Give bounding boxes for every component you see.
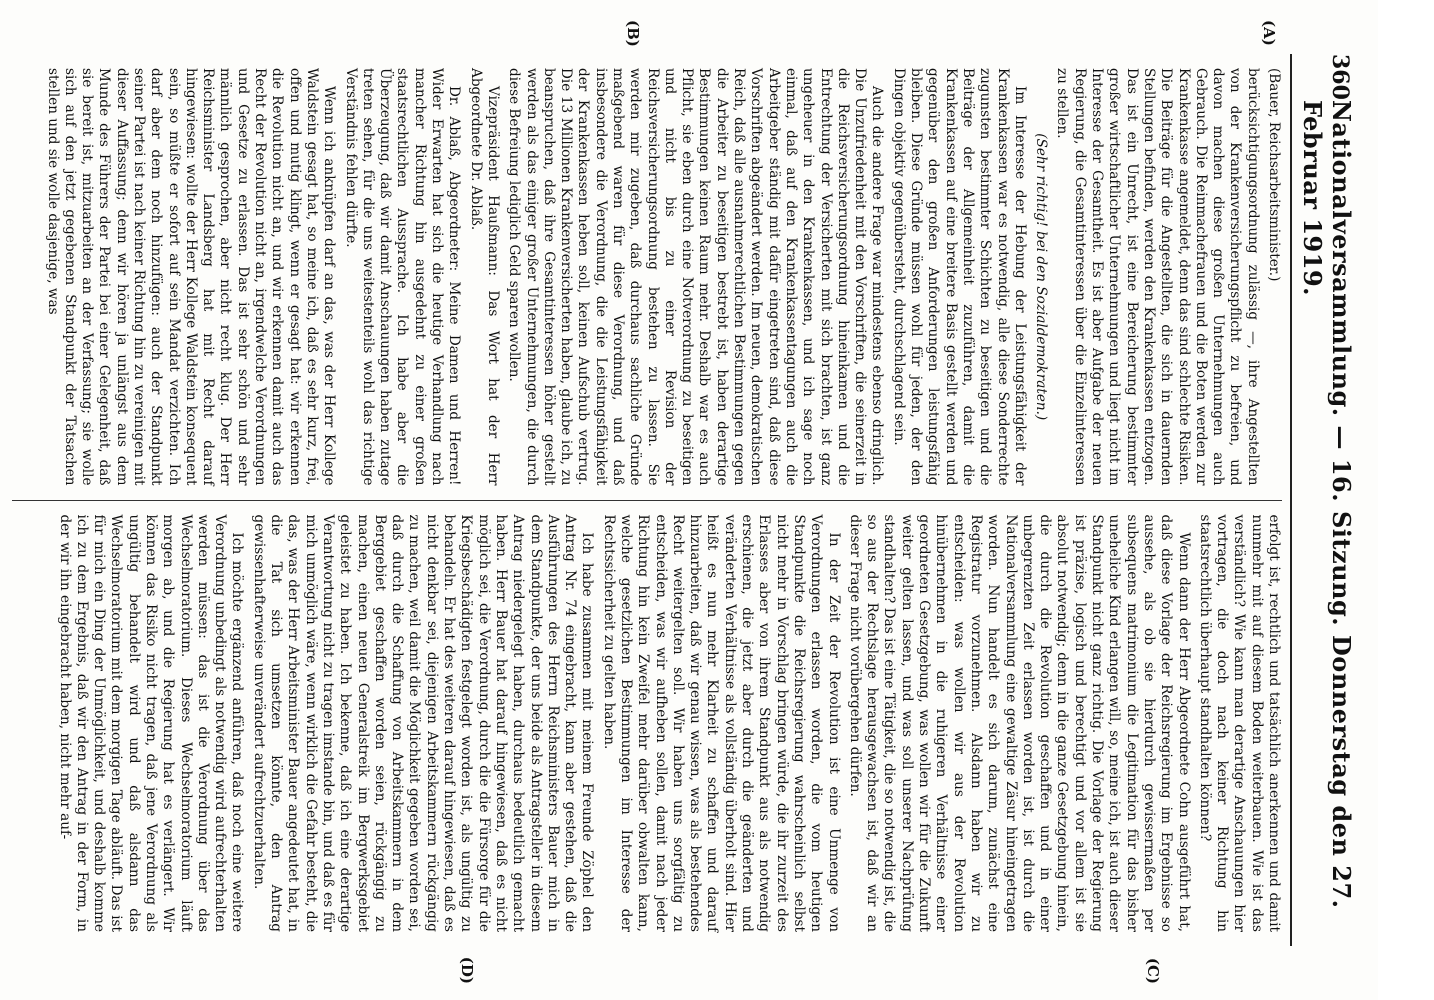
paragraph: berücksichtigungsordnung zulässig —, ihre Angestellten von der Krankenversicherungspflicht zu befreien, und davon machen diese großen Unternehmungen auch Gebrauch. Die Reinmachefrauen und die Boten werden zur Krankenkasse angemeldet, denn das sind schlechte Risiken. Die Beiträge für die Angestellten, die sich in dauernden Stellungen befinden, werden den Krankenkassen entzogen. Das ist ein Unrecht, ist eine Bereicherung bestimmter großer wirtschaftlicher Unternehmungen und liegt nicht im Interesse der Gesamtheit. Es ist aber Aufgabe der neuen Regierung, die Gesamtinteressen über die Einzelinteressen zu stellen.: [1054, 68, 1261, 486]
margin-marker-d: (D): [458, 956, 476, 984]
paragraph: Dr. Ablaß, Abgeordneter: Meine Damen und Herren! Wider Erwarten hat sich die heutige Verhandlung nach mancher Richtung hin ausgedehnt zu einer großen staatsrechtlichen Aussprache. Ich habe aber die Überzeugung, daß wir damit Anschauungen haben zutage treten sehen, für die uns weitestenteils wohl das richtige Verständnis fehlen dürfte.: [342, 68, 463, 486]
paragraph: Wenn ich anknüpfen darf an das, was der Herr Kollege Waldstein gesagt hat, so meine ich, daß es sehr kurz, frei, offen und mutig klingt, wenn er gesagt hat: wir erkennen die Revolution nicht an, und wir erkennen damit auch das Recht der Revolution nicht an, irgendwelche Verordnungen und Gesetze zu erlassen. Das ist sehr schön und sehr männlich gesprochen, aber nicht recht klug. Der Herr Reichsminister Landsberg hat mit Recht darauf hingewiesen: wollte der Herr Kollege Waldstein konsequent sein, so müßte er sofort auf sein Mandat verzichten. Ich darf aber dem noch hinzufügen: auch der Standpunkt seiner Partei ist nach keiner Richtung hin zu vereinigen mit dieser Auffassung; denn wir hören ja unlängst aus dem Munde des Führers der Partei bei einer Gelegenheit, daß sie bereit ist, mitzuarbeiten an der Verfassung; sie wolle sich auf den jetzt gegebenen Standpunkt der Tatsachen stellen und sie wolle dasjenige, was: [44, 68, 338, 486]
right-column: [12, 501, 1282, 984]
margin-marker-a: (A): [1260, 20, 1278, 46]
interjection: (Sehr richtig! bei den Sozialdemokraten.): [1033, 133, 1050, 421]
paragraph: Ich habe zusammen mit meinem Freunde Zöphel den Antrag Nr. 74 eingebracht, kann aber gestehen, daß die Ausführungen des Herrn Reichsministers Bauer mich in dem Standpunkte, der uns beide als Antragsteller in diesem Antrag niedergelegt haben, durchaus bedeutlich gemacht haben. Herr Bauer hat darauf hingewiesen, daß es nicht möglich sei, die Verordnung, durch die die Fürsorge für die Kriegsbeschädigten festgelegt worden ist, als ungültig zu behandeln. Er hat des weiteren darauf hingewiesen, daß es nicht denkbar sei, diejenigen Arbeitskammern rückgängig zu machen, weil damit die Möglichkeit gegeben worden sei, daß durch die Schaffung von Arbeitskammern in dem Berggebiet geschaffen worden seien, rückgängig zu machen, einen neuen Generalstreik im Bergwerksgebiet geleistet zu haben. Ich bekenne, daß ich eine derartige Verantwortung nicht zu tragen imstande bin, und daß es für mich unmöglich wäre, wenn wirklich die Gefahr besteht, die das, was der Herr Arbeitsminister Bauer angedeutet hat, in die Tat sich umsetzen könnte, den Antrag gewissenhafterweise unverändert aufrechtzuerhalten.: [250, 514, 596, 932]
margin-marker-c: (C): [1144, 957, 1162, 984]
paragraph: erfolgt ist, rechtlich und tatsächlich anerkennen und damit nunmehr mit auf diesem Boden weiterbauen. Wie ist das verständlich? Wie kann man derartige Anschauungen hier vortragen, die doch nach keiner Richtung hin staatsrechtlich überhaupt standhalten können?: [1196, 514, 1282, 932]
paragraph: Im Interesse der Hebung der Leistungsfähigkeit der Krankenkassen war es notwendig, alle diese Sonderrechte zugunsten bestimmter Schichten zu beseitigen und die Beiträge der Allgemeinheit zuzuführen, damit die Krankenkassen auf eine breitere Basis gestellt werden und gegenüber den großen Anforderungen leistungsfähig bleiben. Diese Gründe müssen wohl für jeden, der den Dingen objektiv gegenübersteht, durchschlagend sein.: [890, 68, 1028, 486]
paragraph: Auch die andere Frage war mindestens ebenso dringlich. Die Unzufriedenheit mit den Vorschriften, die seinerzeit in die Reichsversicherungsordnung hineinkamen und die Entrechtung der Versicherten mit sich brachten, ist ganz ungeheuer in den Krankenkassen, und ich sage noch einmal, daß auf den Krankenkassentagungen auch die Arbeitgeber ständig mit dafür eingetreten sind, daß diese Vorschriften abgeändert werden. Im neuen, demokratischen Reich, daß alle ausnahmerechtlichen Bestimmungen gegen die Arbeiter zu beseitigen bestrebt ist, haben derartige Bestimmungen keinen Raum mehr. Deshalb war es auch Pflicht, sie eben durch eine Notverordnung zu beseitigen und nicht bis zu einer Revision der Reichsversicherungsordnung bestehen zu lassen. Sie werden mir zugeben, daß durchaus sachliche Gründe maßgebend waren für diese Verordnung, und daß insbesondere die Verordnung, die die Leistungsfähigkeit der Krankenkassen heben soll, keinen Aufschub vertrug. Die 13 Millionen Krankenversicherten haben, glaube ich, zu beanspruchen, daß ihre Gesamtinteressen höher gestellt werden als das einiger großer Unternehmungen, die durch diese Befreiung lediglich Geld sparen wollen.: [506, 68, 886, 486]
text-columns: [12, 20, 1282, 984]
paragraph: Wenn dann der Herr Abgeordnete Cohn ausgeführt hat, daß diese Vorlage der Reichsregierung im Ergebnisse so aussehe, als ob sie hierdurch gewissermaßen per subsequens matrimonium die Legitimation für das bisher uneheliche Kind erlangen will, so, meine ich, ist auch dieser Standpunkt nicht ganz richtig. Die Vorlage der Regierung ist präzise, logisch und berechtigt und vor allem ist sie absolut notwendig; denn in die ganze Gesetzgebung hinein, die durch die Revolution geschaffen und in einer unbegrenzten Zeit erlassen worden ist, ist durch die Nationalversammlung eine gewaltige Zäsur hineingetragen worden. Nun handelt es sich darum, zunächst eine Registratur vorzunehmen. Alsdann haben wir zu entscheiden: was wollen wir aus der Revolution hinübernehmen in die ruhigeren Verhältnisse einer geordneten Gesetzgebung, was wollen wir für die Zukunft weiter gelten lassen, und was soll unserer Nachprüfung standhalten? Das ist eine Tätigkeit, die so notwendig ist, die so aus der Rechtslage herausgewachsen ist, daß wir an dieser Frage nicht vorübergehen dürfen.: [846, 514, 1192, 932]
speaker-line: (Bauer, Reichsarbeitsminister.): [1266, 68, 1282, 282]
left-column: [12, 20, 1282, 501]
running-title: Nationalversammlung. — 16. Sitzung. Donnerstag den 27. Februar 1919.: [1298, 99, 1356, 909]
page-number: 360: [1327, 54, 1353, 100]
paragraph: Ich möchte ergänzend anführen, daß noch eine weitere Verordnung unbedingt als notwendig wird aufrechterhalten werden müssen: das ist die Verordnung über das Wechselmoratorium. Dieses Wechselmoratorium läuft morgen ab, und die Regierung hat es verlängert. Wir können das Risiko nicht tragen, daß jene Verordnung als ungültig behandelt wird und daß alsdann das Wechselmoratorium mit dem morgigen Tage abläuft. Das ist für mich ein Ding der Unmöglichkeit, und deshalb komme ich zu dem Ergebnis, daß wir den Antrag in der Form, in der wir ihn eingebracht haben, nicht mehr auf-: [56, 514, 246, 932]
page-header: [1290, 54, 1356, 946]
margin-marker-b: (B): [624, 20, 642, 47]
paragraph: Vizepräsident Haußmann: Das Wort hat der Herr Abgeordnete Dr. Ablaß.: [467, 68, 501, 486]
paragraph: In der Zeit der Revolution ist eine Unmenge von Verordnungen erlassen worden, die vom heutigen Standpunkte die Reichsregierung wahrscheinlich selbst nicht mehr in Vorschlag bringen würde, die ihr zurzeit des Erlasses aber von ihrem Standpunkt aus als notwendig erschienen, die jetzt aber durch die geänderten und veränderten Verhältnisse als vollständig überholt sind. Hier heißt es nun mehr Klarheit zu schaffen und darauf hinzuarbeiten, daß wir genau wissen, was als bestehendes Recht weitergelten soll. Wir haben uns sorgfältig zu entscheiden, was wir aufheben sollen, damit nach jeder Richtung hin kein Zweifel mehr darüber obwalten kann, welche gesetzlichen Bestimmungen im Interesse der Rechtssicherheit zu gelten haben.: [600, 514, 842, 932]
